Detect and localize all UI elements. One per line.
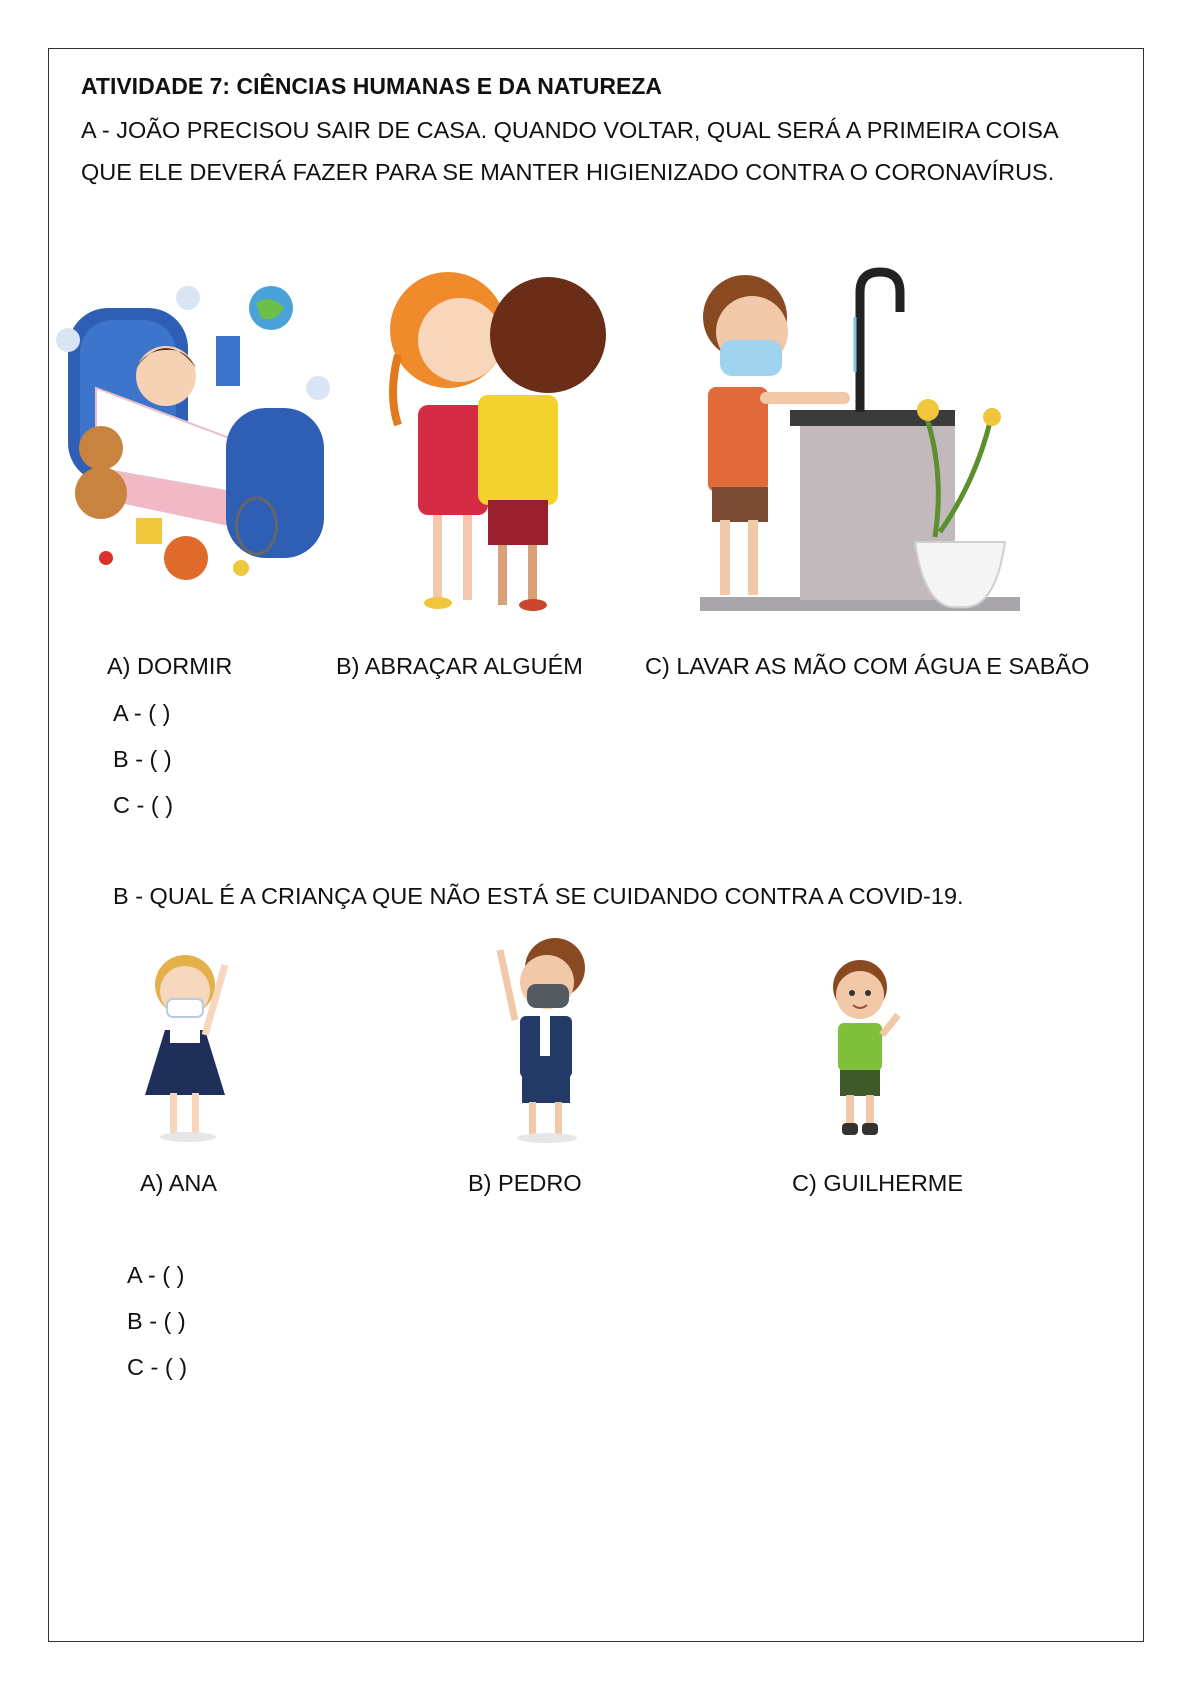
question-a-line-1: A - JOÃO PRECISOU SAIR DE CASA. QUANDO VOLTAR, QUAL SERÁ A PRIMEIRA COISA — [81, 117, 1059, 143]
q2-answer-c[interactable]: C - ( ) — [127, 1354, 188, 1380]
sleeping-child-illustration — [56, 268, 338, 608]
q1-answer-a[interactable]: A - ( ) — [113, 700, 171, 726]
question-b: B - QUAL É A CRIANÇA QUE NÃO ESTÁ SE CUIDANDO CONTRA A COVID-19. — [113, 883, 964, 909]
q1-option-a: A) DORMIR — [107, 653, 233, 679]
q1-option-c: C) LAVAR AS MÃO COM ÁGUA E SABÃO — [645, 653, 1090, 679]
q2-answer-b[interactable]: B - ( ) — [127, 1308, 186, 1334]
activity-title: ATIVIDADE 7: CIÊNCIAS HUMANAS E DA NATUREZA — [81, 73, 662, 99]
children-hugging-illustration — [378, 265, 623, 615]
question-a-line-2: QUE ELE DEVERÁ FAZER PARA SE MANTER HIGIENIZADO CONTRA O CORONAVÍRUS. — [81, 159, 1055, 185]
boy-washing-hands-illustration — [690, 262, 1030, 620]
pedro-boy-with-mask-illustration — [495, 930, 605, 1145]
q1-answer-b[interactable]: B - ( ) — [113, 746, 172, 772]
guilherme-boy-without-mask-illustration — [818, 955, 918, 1145]
q2-option-b: B) PEDRO — [468, 1170, 582, 1196]
q2-option-a: A) ANA — [140, 1170, 218, 1196]
q1-option-b: B) ABRAÇAR ALGUÉM — [336, 653, 583, 679]
q2-answer-a[interactable]: A - ( ) — [127, 1262, 185, 1288]
q2-option-c: C) GUILHERME — [792, 1170, 964, 1196]
ana-girl-with-mask-illustration — [140, 945, 240, 1145]
q1-answer-c[interactable]: C - ( ) — [113, 792, 174, 818]
